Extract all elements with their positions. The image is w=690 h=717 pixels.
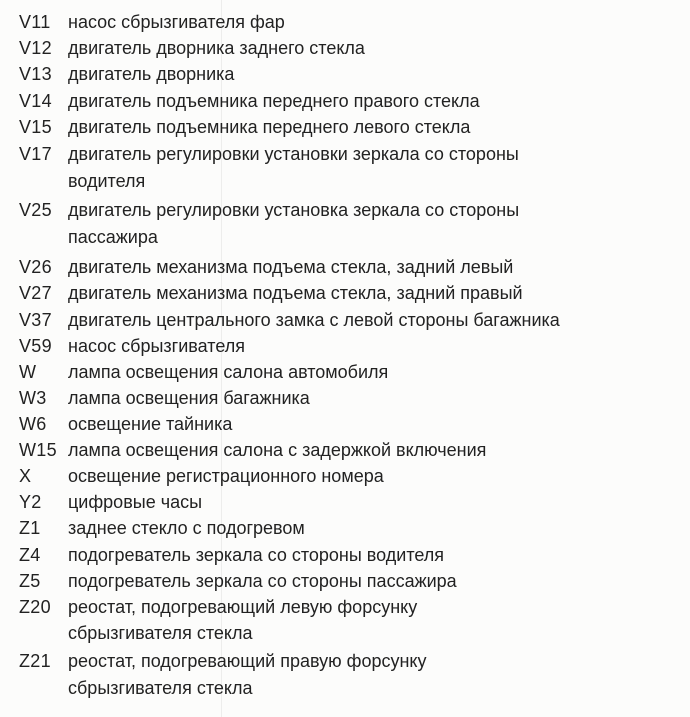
entry-code: Y2: [19, 492, 42, 512]
entry-description: подогреватель зеркала со стороны пассажира: [68, 571, 457, 591]
entry-description: цифровые часы: [68, 492, 203, 512]
entry-code: W3: [19, 388, 47, 408]
entry-description: освещение регистрационного номера: [68, 466, 384, 486]
entry-description: двигатель механизма подъема стекла, задний левый: [68, 257, 514, 277]
entry-code: W: [19, 362, 37, 382]
entry-description: двигатель дворника: [68, 64, 235, 84]
entry-code: W6: [19, 414, 47, 434]
entry-description: насос сбрызгивателя: [68, 336, 245, 356]
entry-code: V14: [19, 91, 52, 111]
entry-description-continuation: сбрызгивателя стекла: [68, 623, 253, 643]
entry-description: лампа освещения салона с задержкой включения: [68, 440, 487, 460]
entry-code: X: [19, 466, 32, 486]
entry-code: Z21: [19, 651, 51, 671]
entry-description-continuation: сбрызгивателя стекла: [68, 678, 253, 698]
entry-description: реостат, подогревающий правую форсунку: [68, 651, 427, 671]
entry-code: V26: [19, 257, 52, 277]
entry-code: V12: [19, 38, 52, 58]
entry-code: V27: [19, 283, 52, 303]
entry-code: V37: [19, 310, 52, 330]
entry-description: реостат, подогревающий левую форсунку: [68, 597, 418, 617]
entry-code: Z20: [19, 597, 51, 617]
entry-description: заднее стекло с подогревом: [68, 518, 305, 538]
entry-code: Z1: [19, 518, 41, 538]
entry-code: V25: [19, 200, 52, 220]
entry-description: двигатель центрального замка с левой стороны багажника: [68, 310, 560, 330]
entry-description: подогреватель зеркала со стороны водителя: [68, 545, 445, 565]
entry-code: V59: [19, 336, 52, 356]
entry-description: лампа освещения салона автомобиля: [68, 362, 389, 382]
entry-description-continuation: водителя: [68, 171, 146, 191]
entry-description: двигатель механизма подъема стекла, задний правый: [68, 283, 523, 303]
entry-description-continuation: пассажира: [68, 227, 158, 247]
entry-code: Z4: [19, 545, 41, 565]
entry-code: V13: [19, 64, 52, 84]
entry-description: двигатель дворника заднего стекла: [68, 38, 365, 58]
entry-description: двигатель регулировки установки зеркала со стороны: [68, 144, 519, 164]
entry-code: V15: [19, 117, 52, 137]
entry-description: насос сбрызгивателя фар: [68, 12, 285, 32]
entry-description: двигатель регулировки установка зеркала со стороны: [68, 200, 520, 220]
entry-code: V11: [19, 12, 51, 32]
entry-description: двигатель подъемника переднего левого стекла: [68, 117, 471, 137]
entry-code: W15: [19, 440, 57, 460]
entry-code: Z5: [19, 571, 41, 591]
entry-description: лампа освещения багажника: [68, 388, 310, 408]
entry-code: V17: [19, 144, 52, 164]
entry-description: двигатель подъемника переднего правого стекла: [68, 91, 480, 111]
entry-description: освещение тайника: [68, 414, 233, 434]
